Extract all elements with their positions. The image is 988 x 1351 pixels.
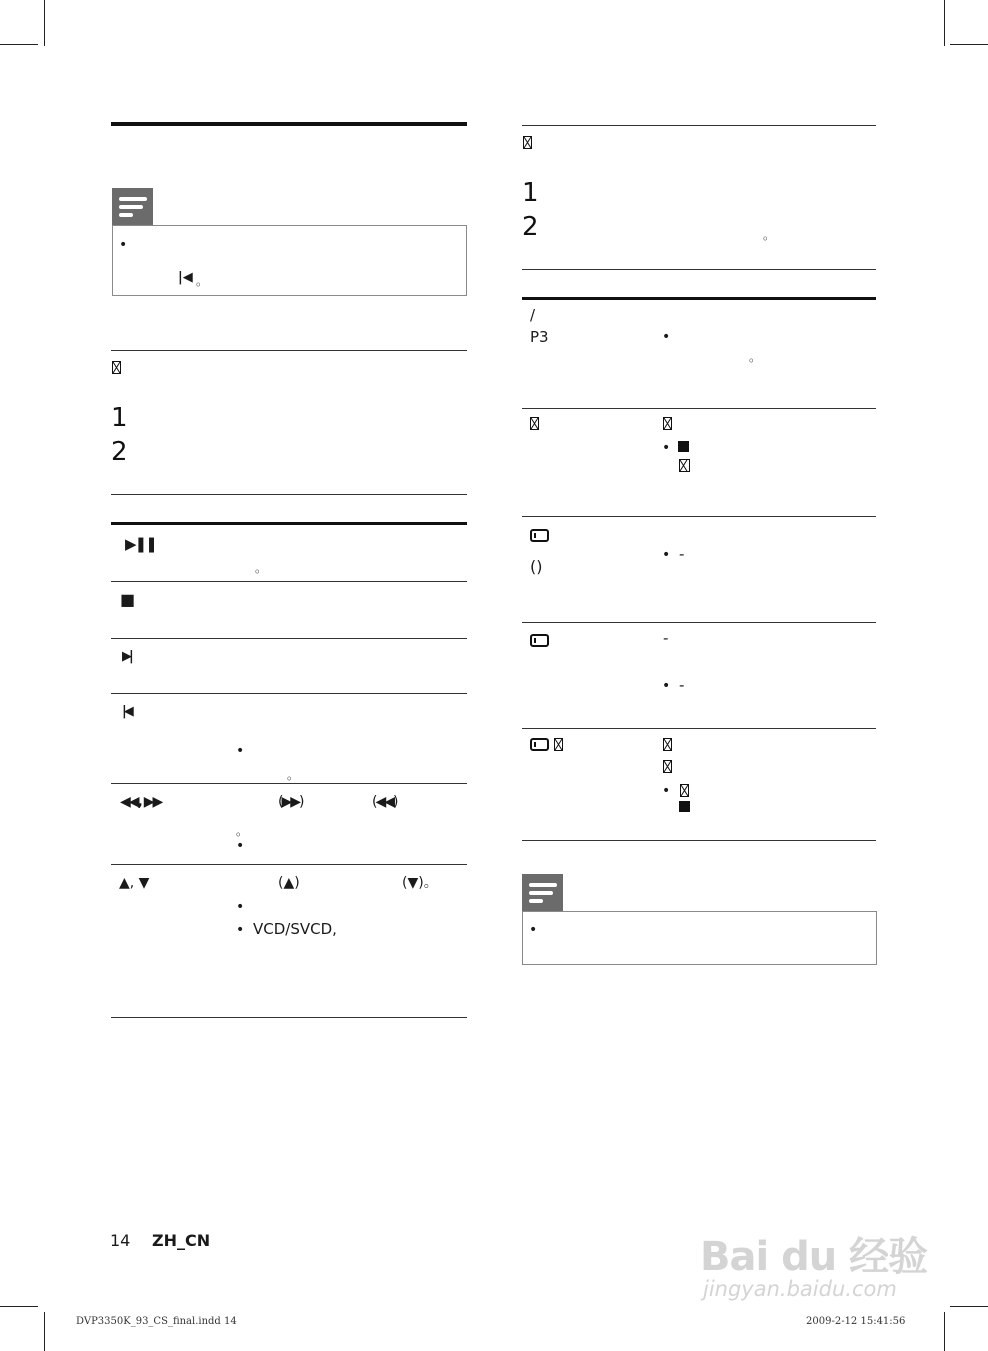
crop-mark [0,44,38,45]
prev-icon: |◀ [178,270,193,285]
section-rule [111,122,467,126]
missing-glyph-icon [679,459,690,472]
list-bullet: • [236,899,245,915]
missing-glyph-icon [680,784,689,797]
step-number-1: 1 [522,178,539,208]
missing-glyph-icon [554,738,563,751]
period-mark: 。 [255,561,268,575]
list-bullet: • [662,783,671,799]
forward-icon: (▶▶) [278,794,303,810]
crop-mark [944,0,945,46]
page-number: 14 [110,1231,131,1250]
vcd-label: VCD/SVCD, [253,920,337,938]
up-icon: (▲) [278,875,300,891]
table-row-rule [522,516,876,517]
section-rule [522,125,876,126]
aspect-icon [530,634,549,647]
note-box [522,911,877,965]
note-box [112,225,467,296]
crop-mark [944,1312,945,1351]
missing-glyph-icon [663,417,672,430]
hyphen-mark: - [679,545,685,563]
table-row-rule [522,622,876,623]
table-row-rule [111,693,467,694]
filled-glyph-icon [679,801,690,812]
step-number-1: 1 [111,403,128,433]
list-bullet: • [236,838,245,854]
rewind-forward-icon: ◀◀, ▶▶ [120,794,162,810]
note-icon [522,874,563,912]
list-bullet: • [236,743,245,759]
up-down-icon: ▲, ▼ [119,875,150,891]
table-header-rule [111,522,467,525]
down-icon: (▼)。 [402,875,438,891]
period-mark: 。 [287,768,300,782]
list-bullet: • [236,922,245,938]
table-row-rule [111,638,467,639]
step-number-2: 2 [522,212,539,242]
previous-icon: |◀ [122,704,131,719]
period-mark: 。 [196,274,209,288]
crop-mark [44,0,45,46]
missing-glyph-icon [112,361,121,374]
table-row-rule [111,864,467,865]
filled-glyph-icon [678,441,689,452]
missing-glyph-icon [523,136,532,149]
list-bullet: • [662,547,671,563]
table-row-rule [522,728,876,729]
baidu-watermark-logo: Bai du 经验 [700,1234,928,1280]
baidu-watermark-url: jingyan.baidu.com [703,1277,897,1301]
crop-mark [950,44,988,45]
missing-glyph-icon [663,738,672,751]
rewind-icon: (◀◀) [372,794,397,810]
p3-label: P3 [530,328,549,346]
missing-glyph-icon [530,417,539,430]
table-header-rule [522,297,876,300]
note-bullet: • [119,237,128,253]
step-number-2: 2 [111,437,128,467]
play-pause-icon: ▶❚❚ [125,535,156,553]
list-bullet: • [662,440,671,456]
crop-mark [0,1306,38,1307]
language-code: ZH_CN [152,1231,211,1250]
section-rule [111,350,467,351]
info-icon [530,738,549,751]
table-rule [522,269,876,270]
list-bullet: • [662,329,671,345]
hyphen-mark: - [679,676,685,694]
zoom-icon [530,529,549,542]
table-row-rule [111,783,467,784]
period-mark: 。 [749,350,762,364]
crop-mark [950,1306,988,1307]
period-mark: 。 [236,824,249,838]
print-date-time: 2009-2-12 15:41:56 [806,1316,906,1327]
next-icon: ▶| [122,649,131,664]
table-rule [522,840,876,841]
missing-glyph-icon [663,760,672,773]
period-mark: 。 [763,228,776,242]
hyphen-mark: - [663,629,669,647]
list-bullet: • [662,678,671,694]
table-rule [111,494,467,495]
slash-label: / [530,306,536,324]
stop-icon: ■ [120,590,136,609]
bracket-icon: () [530,557,543,576]
note-icon [112,188,153,226]
note-bullet: • [529,922,538,938]
table-rule [111,1017,467,1018]
crop-mark [44,1312,45,1351]
table-row-rule [522,408,876,409]
file-info: DVP3350K_93_CS_final.indd 14 [76,1316,237,1327]
table-row-rule [111,581,467,582]
